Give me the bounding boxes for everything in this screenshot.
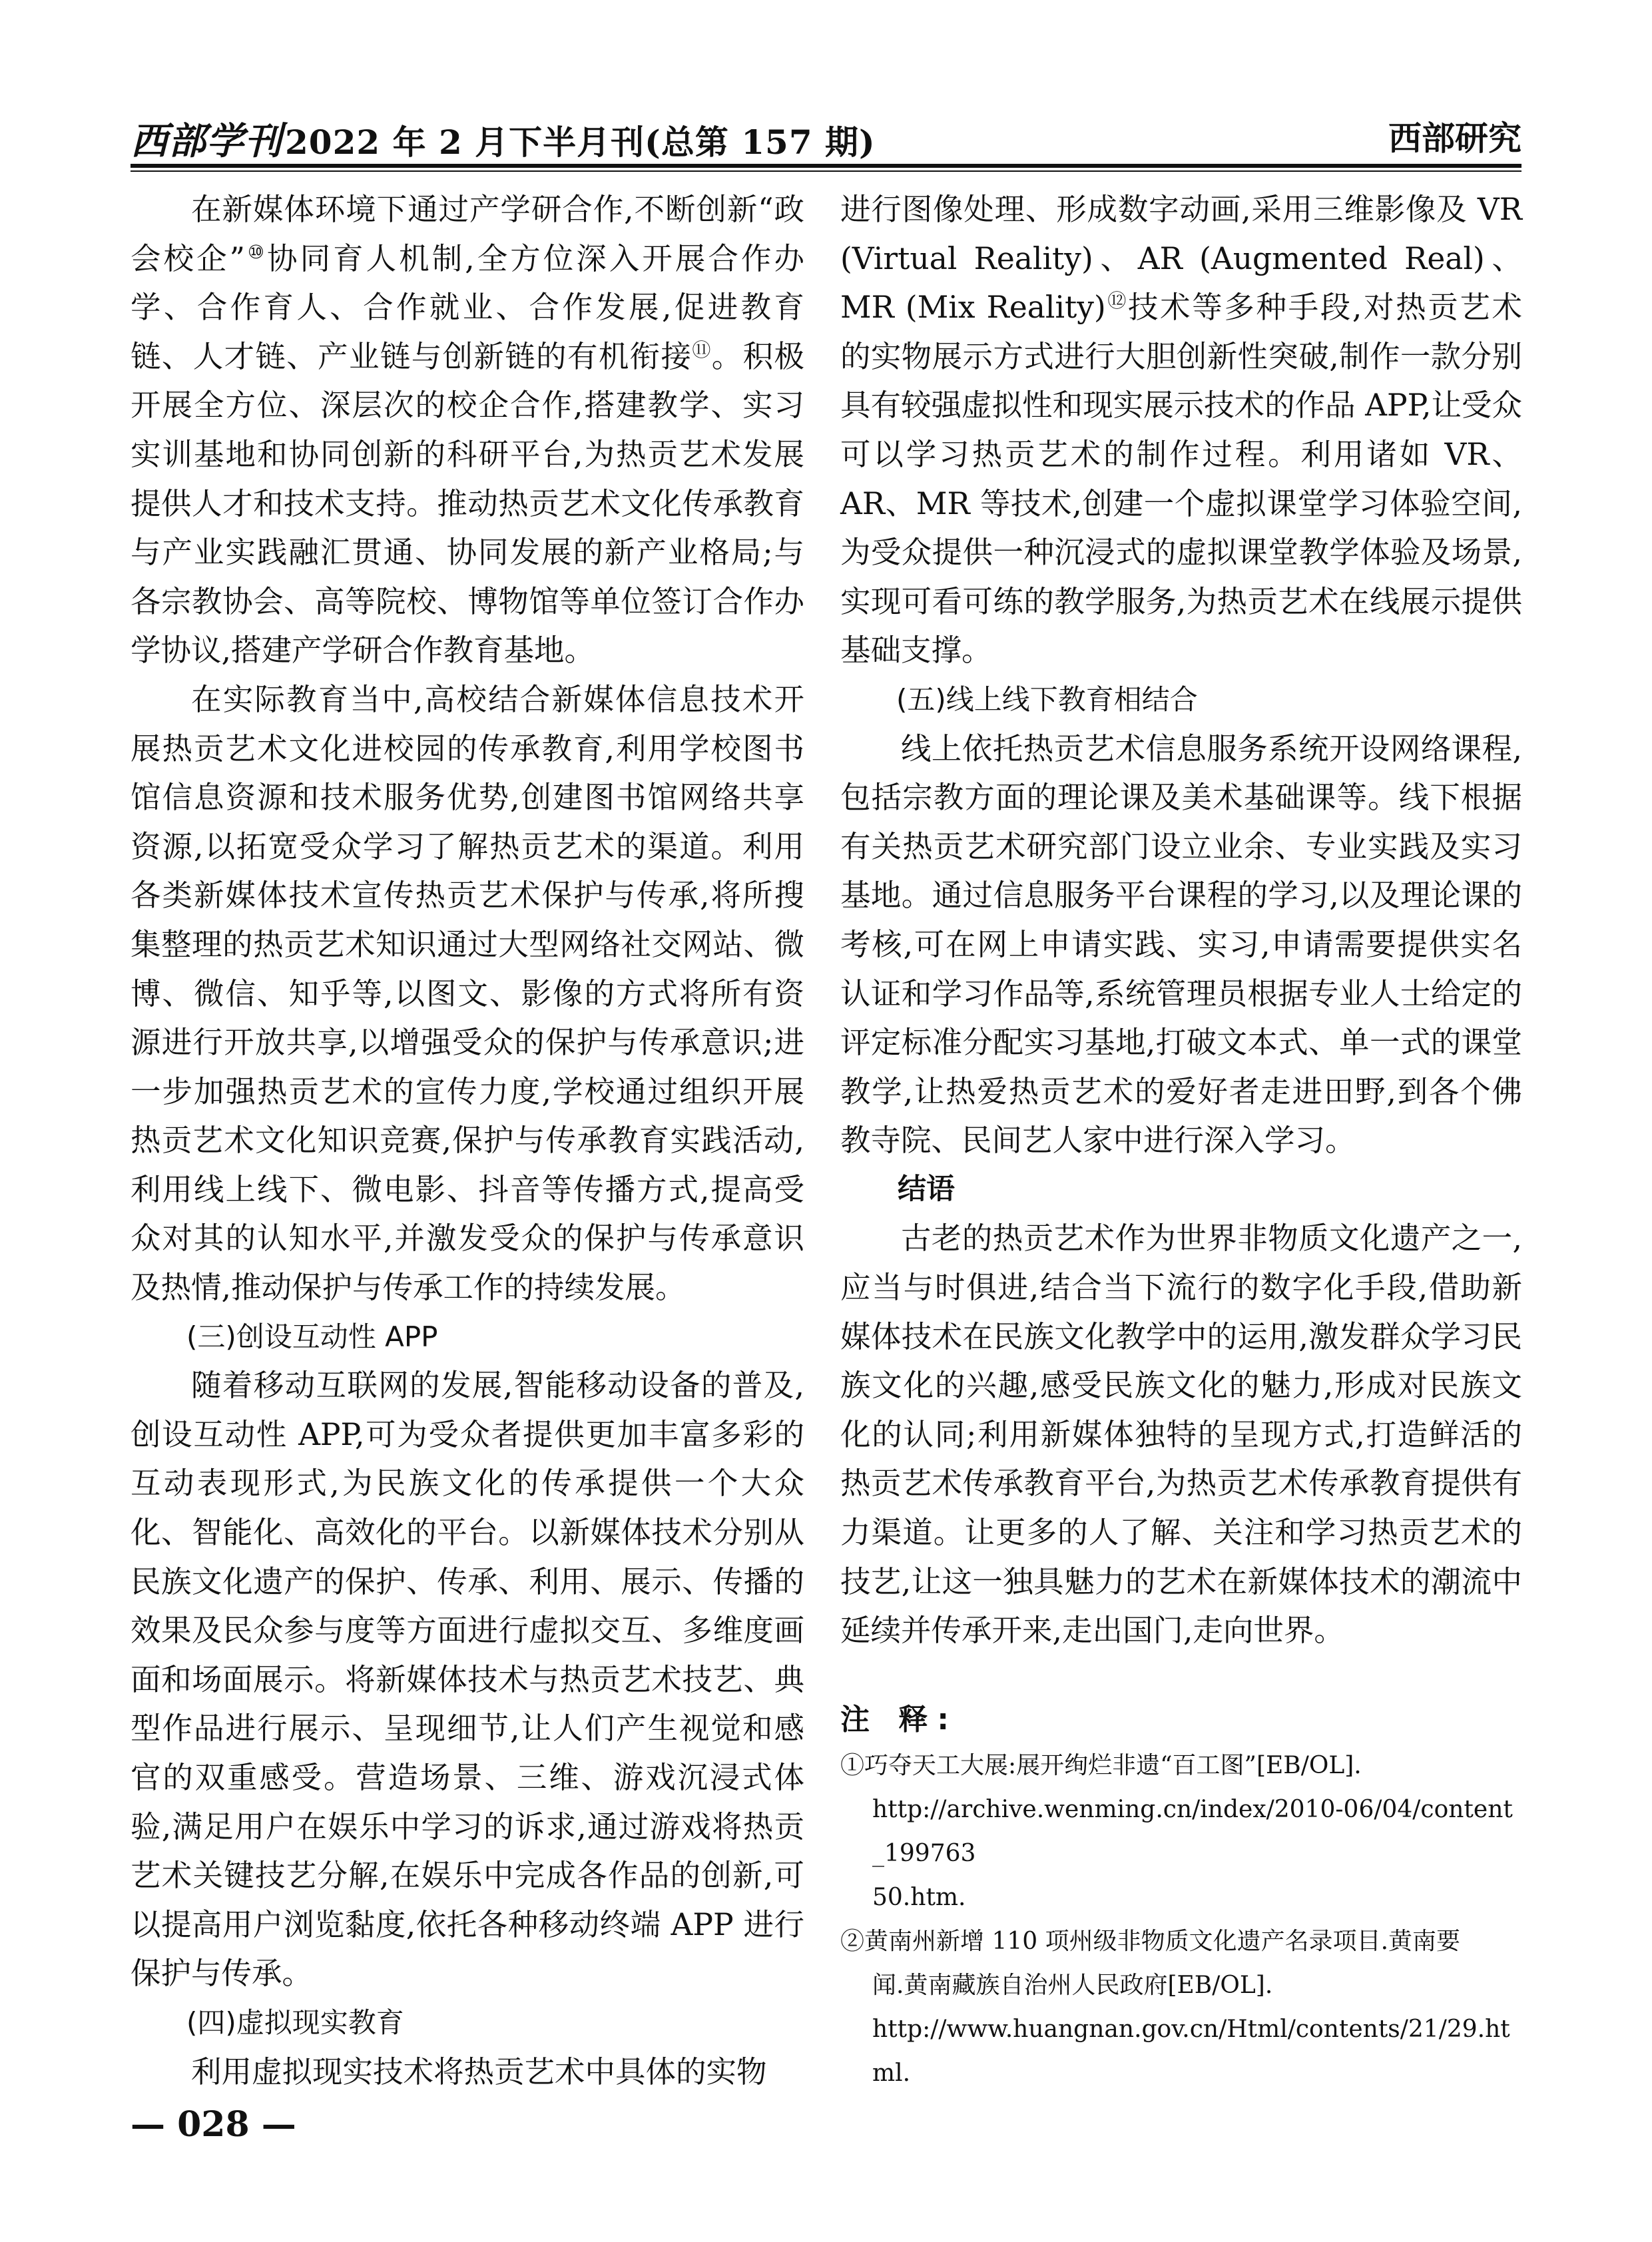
paragraph: 线上依托热贡艺术信息服务系统开设网络课程,包括宗教方面的理论课及美术基础课等。线下根据有关热贡艺术研究部门设立业余、专业实践及实习基地。通过信息服务平台课程的学习,以及理论课的考核,可在网上申请实践、实习,申请需要提供实名认证和学习作品等,系统管理员根据专业人士给定的评定标准分配实习基地,打破文本式、单一式的课堂教学,让热爱热贡艺术的爱好者走进田野,到各个佛教寺院、民间艺人家中进行深入学习。: [840, 730, 1522, 1159]
paragraph: 在新媒体环境下通过产学研合作,不断创新“政会校企”⑩协同育人机制,全方位深入开展合作办学、合作育人、合作就业、合作发展,促进教育链、人才链、产业链与创新链的有机衔接⑪。积极开展全方位、深层次的校企合作,搭建教学、实习实训基地和协同创新的科研平台,为热贡艺术发展提供人才和技术支持。推动热贡艺术文化传承教育与产业实践融汇贯通、协同发展的新产业格局;与各宗教协会、高等院校、博物馆等单位签订合作办学协议,搭建产学研合作教育基地。: [131, 192, 804, 669]
journal-logo: 西部学刊: [131, 119, 282, 163]
issue-info: 2022 年 2 月下半月刊(总第 157 期): [285, 123, 876, 162]
paragraph: 在实际教育当中,高校结合新媒体信息技术开展热贡艺术文化进校园的传承教育,利用学校图书馆信息资源和技术服务优势,创建图书馆网络共享资源,以拓宽受众学习了解热贡艺术的渠道。利用各类新媒体技术宣传热贡艺术保护与传承,将所搜集整理的热贡艺术知识通过大型网络社交网站、微博、微信、知乎等,以图文、影像的方式将所有资源进行开放共享,以增强受众的保护与传承意识;进一步加强热贡艺术的宣传力度,学校通过组织开展热贡艺术文化知识竞赛,保护与传承教育实践活动,利用线上线下、微电影、抖音等传播方式,提高受众对其的认知水平,并激发受众的保护与传承意识及热情,推动保护与传承工作的持续发展。: [131, 681, 804, 1306]
paragraph: 随着移动互联网的发展,智能移动设备的普及,创设互动性 APP,可为受众者提供更加丰富多彩的互动表现形式,为民族文化的传承提供一个大众化、智能化、高效化的平台。以新媒体技术分别从民族文化遗产的保护、传承、利用、展示、传播的效果及民众参与度等方面进行虚拟交互、多维度画面和场面展示。将新媒体技术与热贡艺术技艺、典型作品进行展示、呈现细节,让人们产生视觉和感官的双重感受。营造场景、三维、游戏沉浸式体验,满足用户在娱乐中学习的诉求,通过游戏将热贡艺术关键技艺分解,在娱乐中完成各作品的创新,可以提高用户浏览黏度,依托各种移动终端 APP 进行保护与传承。: [131, 1368, 804, 1992]
section-heading: (四)虚拟现实教育: [186, 2006, 404, 2039]
header-rule-thin: [131, 170, 1521, 172]
paragraph: 利用虚拟现实技术将热贡艺术中具体的实物: [191, 2054, 767, 2090]
section-title: 西部研究: [1388, 119, 1521, 158]
journal-title: [131, 112, 876, 165]
notes-heading: 注 释:: [840, 1702, 958, 1737]
paragraph: 进行图像处理、形成数字动画,采用三维影像及 VR (Virtual Reality)、AR (Augmented Real)、MR (Mix Reality)⑫技术等多种手段,对热贡艺术的实物展示方式进行大胆创新性突破,制作一款分别具有较强虚拟性和现实展示技术的作品 APP,让受众可以学习热贡艺术的制作过程。利用诸如 VR、AR、MR 等技术,创建一个虚拟课堂学习体验空间,为受众提供一种沉浸式的虚拟课堂教学体验及场景,实现可看可练的教学服务,为热贡艺术在线展示提供基础支撑。: [840, 192, 1523, 669]
page-number: — 028 —: [131, 2104, 296, 2145]
header-rule: [131, 164, 1521, 168]
paragraph: 古老的热贡艺术作为世界非物质文化遗产之一,应当与时俱进,结合当下流行的数字化手段,借助新媒体技术在民族文化教学中的运用,激发群众学习民族文化的兴趣,感受民族文化的魅力,形成对民族文化的认同;利用新媒体独特的呈现方式,打造鲜活的热贡艺术传承教育平台,为热贡艺术传承教育提供有力渠道。让更多的人了解、关注和学习热贡艺术的技艺,让这一独具魅力的艺术在新媒体技术的潮流中延续并传承开来,走出国门,走向世界。: [840, 1221, 1522, 1649]
conclusion-heading: 结语: [898, 1172, 955, 1206]
left-column: [131, 185, 804, 2096]
section-heading: (三)创设互动性 APP: [186, 1320, 438, 1353]
page-header: [131, 100, 1521, 166]
footnote: ①巧夺天工大展:展开绚烂非遗“百工图”[EB/OL]. http://archive.wenming.cn/index/2010-06/04/content_199763 50.htm.: [840, 1752, 1513, 1912]
right-column: [840, 185, 1522, 2096]
section-heading: (五)线上线下教育相结合: [896, 683, 1198, 716]
footnote-ref: ⑫: [1105, 290, 1129, 312]
footnote-ref: ⑪: [692, 338, 712, 361]
footnote: ②黄南州新增 110 项州级非物质文化遗产名录项目.黄南要 闻.黄南藏族自治州人民政府[EB/OL]. http://www.huangnan.gov.cn/Html/contents/21/29.html.: [840, 1928, 1510, 2088]
footnote-ref: ⑩: [244, 240, 268, 263]
